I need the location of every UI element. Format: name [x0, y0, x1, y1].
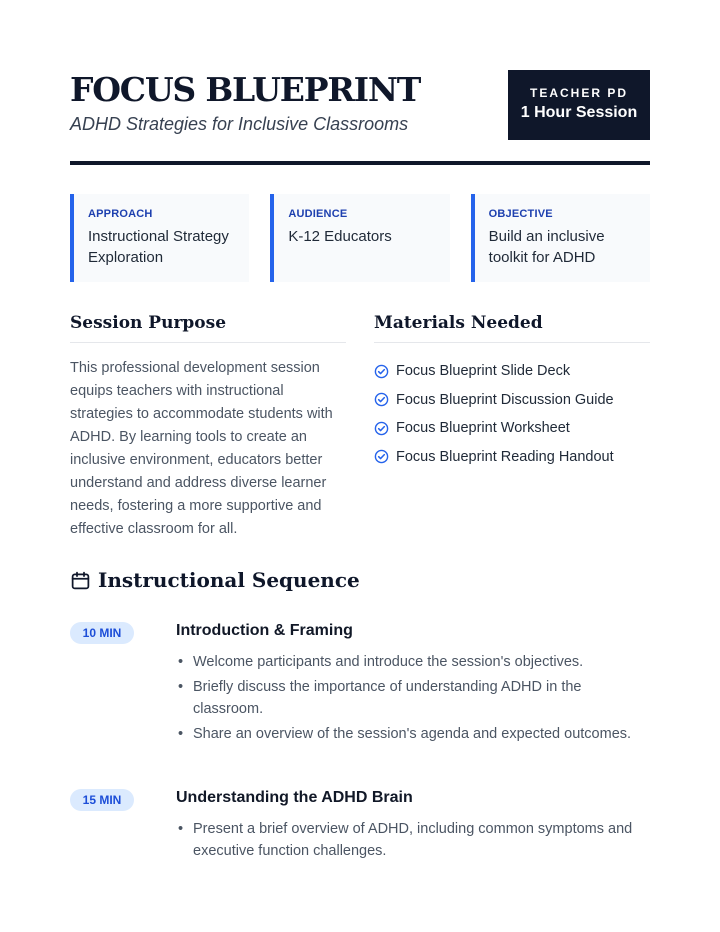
list-item	[374, 357, 650, 386]
badge-session: 1 Hour Session	[520, 104, 638, 121]
duration-pill: 15 MIN	[70, 789, 134, 811]
card-value: K-12 Educators	[288, 228, 392, 245]
material-label: Focus Blueprint Slide Deck	[396, 363, 571, 380]
section-title: Instructional Sequence	[98, 568, 360, 592]
badge-kicker: TEACHER PD	[529, 86, 628, 100]
section-title: Session Purpose	[70, 313, 346, 343]
page-subtitle: ADHD Strategies for Inclusive Classrooms	[70, 114, 409, 134]
calendar-icon	[70, 570, 91, 591]
materials-list	[374, 357, 650, 471]
section-title: Materials Needed	[374, 313, 650, 343]
step-bullets	[176, 819, 650, 866]
material-label: Focus Blueprint Discussion Guide	[396, 391, 614, 408]
list-item: • Present a brief overview of ADHD, including common symptoms and executive function challenges.	[176, 819, 650, 862]
session-badge	[508, 70, 650, 140]
card-audience	[270, 194, 449, 282]
sequence-heading	[70, 568, 360, 592]
card-label: AUDIENCE	[288, 208, 348, 220]
list-item	[374, 443, 650, 472]
step-title: Understanding the ADHD Brain	[176, 789, 413, 806]
card-value: Instructional Strategy Exploration	[88, 228, 229, 266]
session-purpose-section	[70, 313, 346, 541]
page-title: FOCUS BLUEPRINT	[70, 70, 421, 109]
check-circle-icon	[374, 421, 389, 436]
list-item	[374, 386, 650, 415]
check-circle-icon	[374, 364, 389, 379]
list-item: • Share an overview of the session's agenda and expected outcomes.	[176, 724, 650, 746]
card-objective	[471, 194, 650, 282]
material-label: Focus Blueprint Reading Handout	[396, 448, 614, 465]
header-divider	[70, 161, 650, 165]
check-circle-icon	[374, 449, 389, 464]
list-item	[374, 414, 650, 443]
card-value: Build an inclusive toolkit for ADHD	[488, 228, 605, 266]
card-label: OBJECTIVE	[488, 208, 553, 220]
list-item: • Welcome participants and introduce the session's objectives.	[176, 652, 650, 674]
list-item: • Briefly discuss the importance of understanding ADHD in the classroom.	[176, 677, 650, 720]
card-label: APPROACH	[88, 208, 153, 220]
purpose-body: This professional development session equips teachers with instructional strategies to accommodate students with ADHD. By learning tools to create an inclusive environment, educators better understand and address diverse learner needs, fostering a more supportive and effective classroom for all.	[70, 360, 333, 537]
check-circle-icon	[374, 392, 389, 407]
step-bullets	[176, 652, 650, 749]
duration-pill: 10 MIN	[70, 622, 134, 644]
card-approach	[70, 194, 249, 282]
step-title: Introduction & Framing	[176, 622, 353, 639]
info-cards	[70, 194, 650, 282]
materials-section	[374, 313, 650, 471]
material-label: Focus Blueprint Worksheet	[396, 420, 570, 437]
header	[70, 70, 650, 150]
